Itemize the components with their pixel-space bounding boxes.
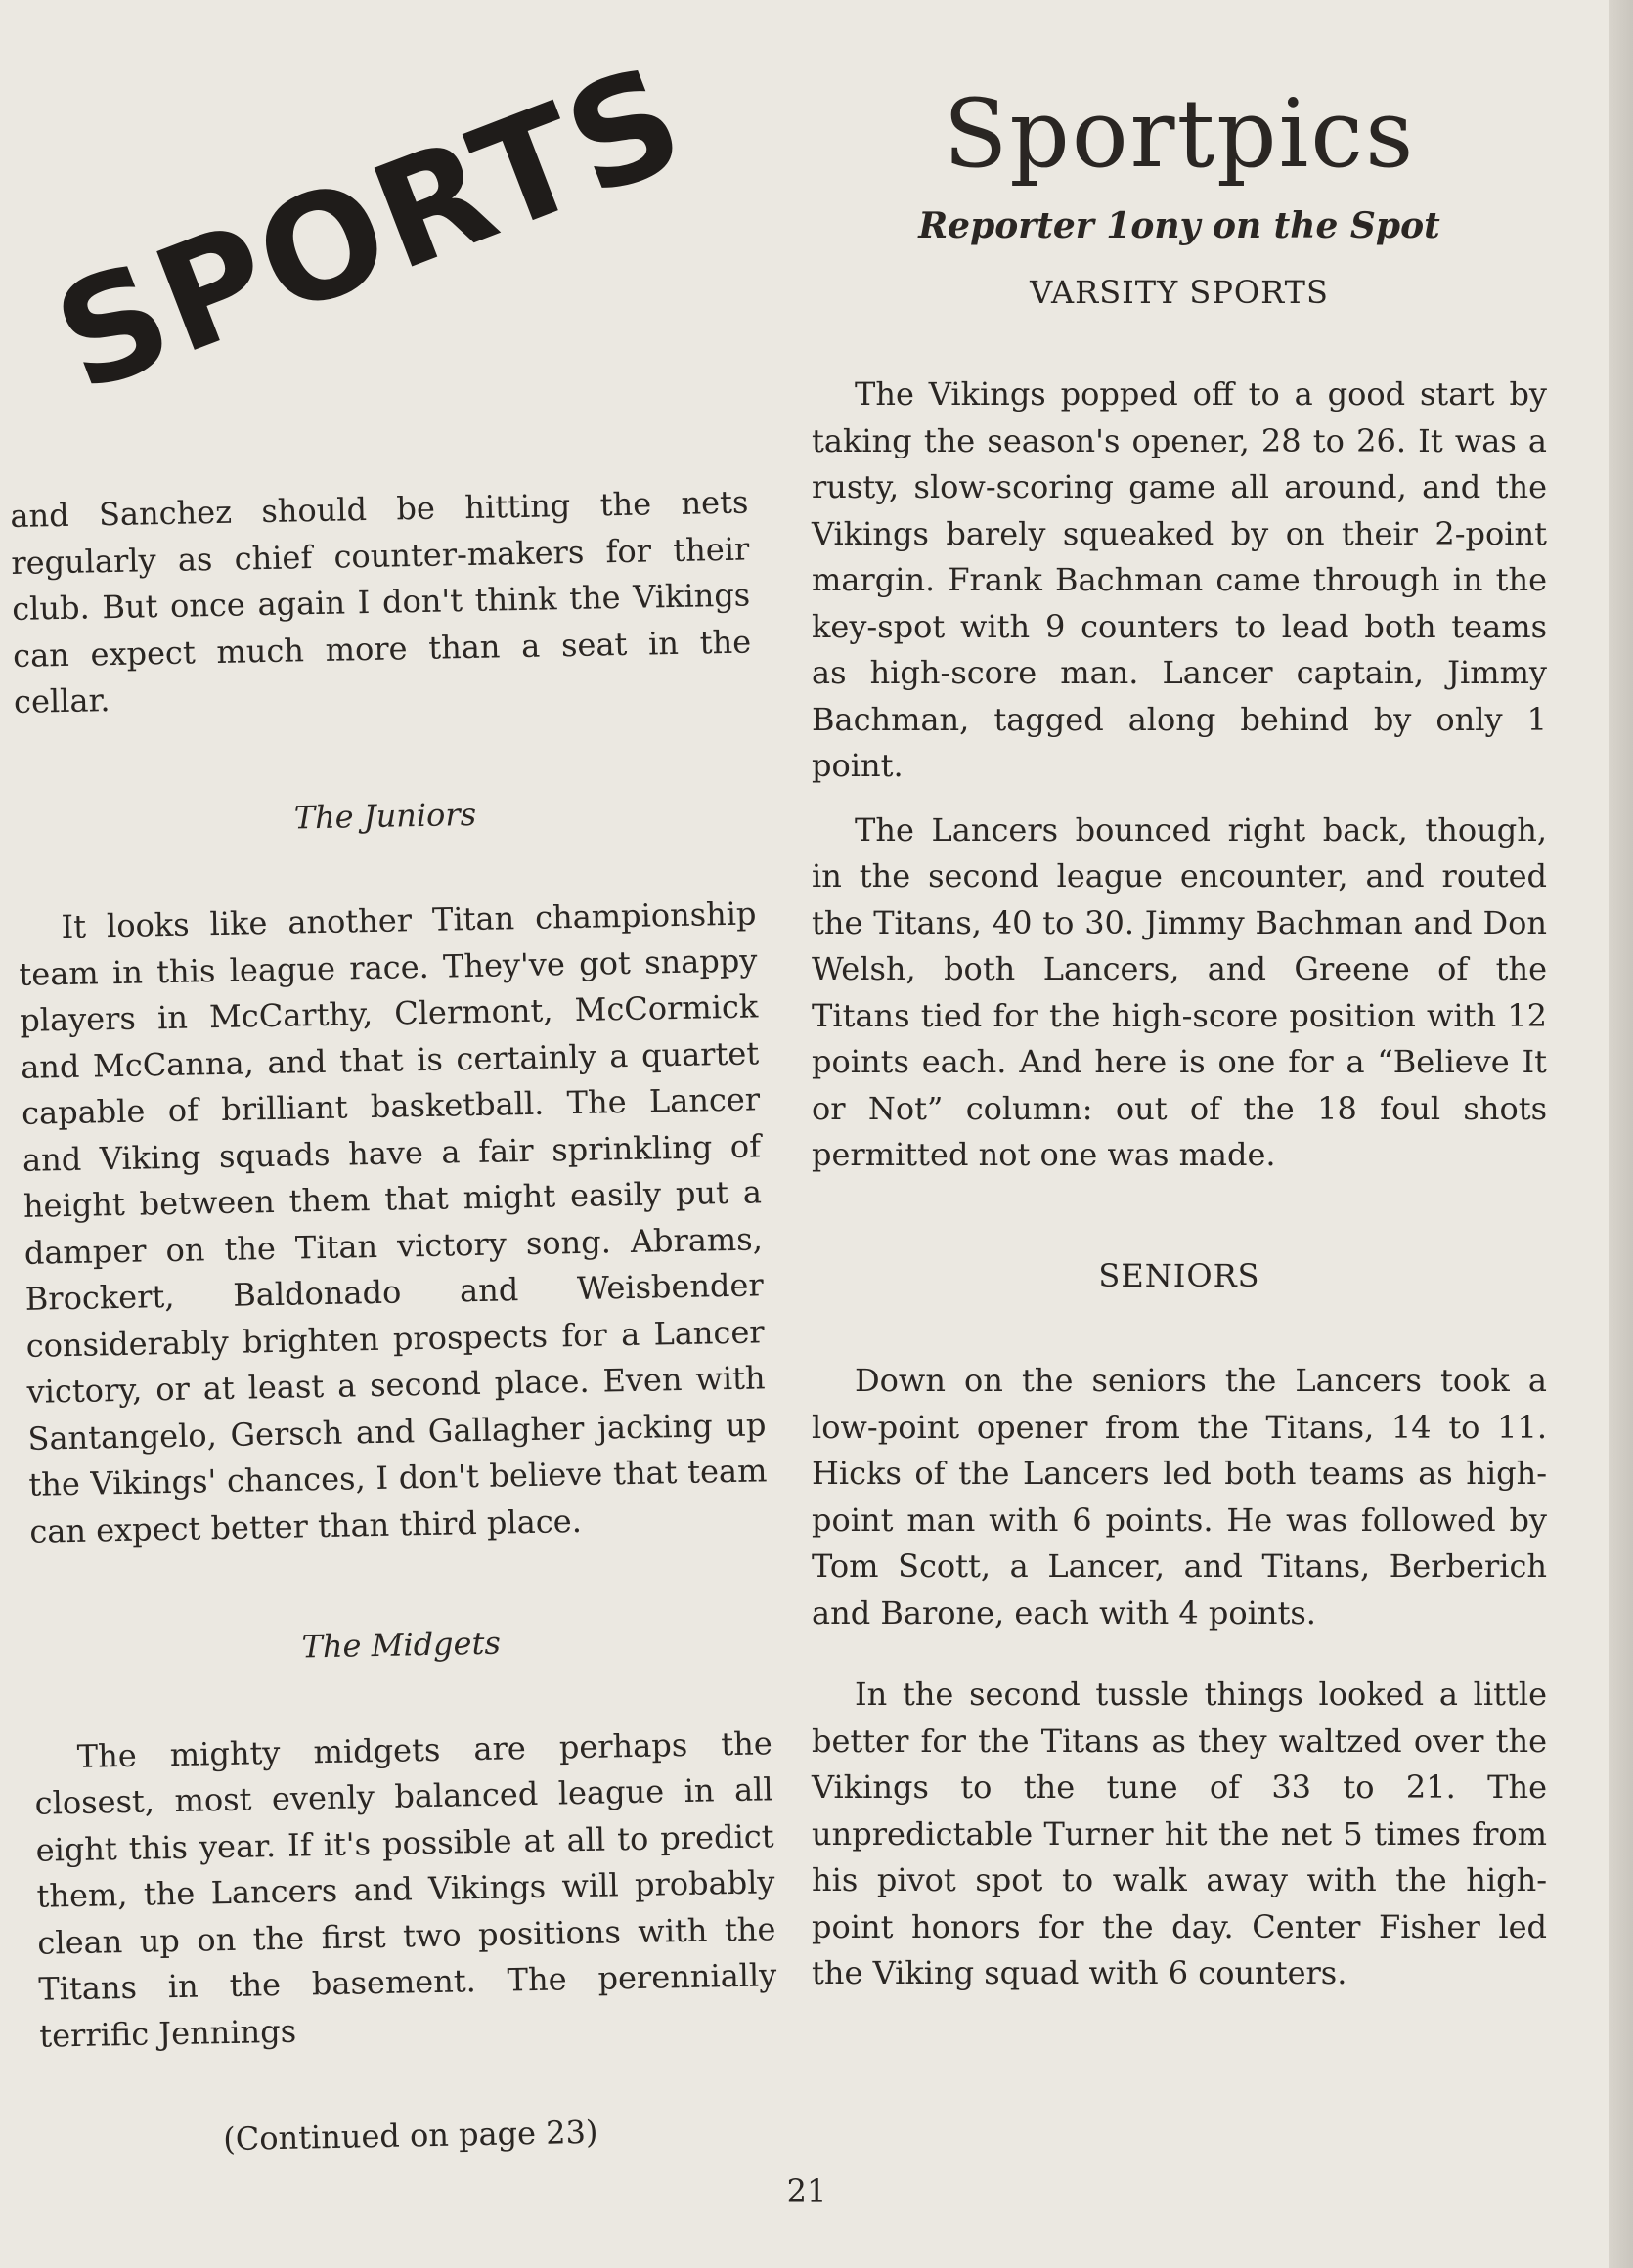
sports-heading: SPORTS: [34, 33, 705, 425]
seniors-paragraph-2: In the second tussle things looked a little better for the Titans as they waltzed over the Vikings to the tune of 33 to 21. The unpredictable Turner hit the net 5 times from his pivot spot to walk away with the high-point honors for the day. Center Fisher led the Viking squad with 6 counters.: [812, 1676, 1547, 1991]
continued-note: (Continued on page 23): [222, 2113, 598, 2159]
seniors-paragraph-1: Down on the seniors the Lancers took a low-point opener from the Titans, 14 to 11. Hicks of the Lancers led both teams as high-point man with 6 points. He was followed by Tom Scott, a Lancer, and Titans, Berberich and Barone, each with 4 points.: [812, 1362, 1547, 1632]
varsity-paragraph-1: The Vikings popped off to a good start by taking the season's opener, 28 to 26. It was a rusty, slow-scoring game all around, and the Vikings barely squeaked by on their 2-point margin. Frank Bachman came through in the key-spot with 9 counters to lead both teams as high-score man. Lancer captain, Jimmy Bachman, tagged along behind by only 1 point.: [812, 375, 1547, 784]
byline: Reporter 1ony on the Spot: [918, 205, 1440, 246]
right-column: [812, 371, 1547, 1997]
seniors-heading: SENIORS: [1098, 1256, 1260, 1294]
left-column: [10, 480, 780, 2167]
midgets-heading: The Midgets: [301, 1624, 502, 1666]
left-opening-paragraph: and Sanchez should be hitting the nets regularly as chief counter-makers for their club. But once again I don't think the Vikings can expect much more than a seat in the cellar.: [10, 483, 752, 720]
juniors-heading: The Juniors: [293, 795, 477, 836]
page-edge: [1609, 0, 1633, 2268]
varsity-sports-heading: VARSITY SPORTS: [1030, 274, 1329, 311]
sportpics-masthead: [812, 80, 1547, 311]
varsity-paragraph-2: The Lancers bounced right back, though, in the second league encounter, and routed the Titans, 40 to 30. Jimmy Bachman and Don Welsh, both Lancers, and Greene of the Titans tied for the high-score position with 12 points each. And here is one for a “Believe It or Not” column: out of the 18 foul shots permitted not one was made.: [812, 810, 1547, 1173]
midgets-paragraph: The mighty midgets are perhaps the closest, most evenly balanced league in all eight this year. If it's possible at all to predict them, the Lancers and Vikings will probably clean up on the first two positions with the Titans in the basement. The perennially terrific Jennings: [34, 1723, 777, 2055]
juniors-paragraph: It looks like another Titan championship team in this league race. They've got snappy players in McCarthy, Clermont, McCormick and McCanna, and that is certainly a quartet capable of brilliant basketball. The Lancer and Viking squads have a fair sprinkling of height between them that might easily put a damper on the Titan victory song. Abrams, Brockert, Baldonado and Weisbender considerably brighten prospects for a Lancer victory, or at least a second place. Even with Santangelo, Gersch and Gallagher jacking up the Vikings' chances, I don't believe that team can expect better than third place.: [19, 894, 768, 1550]
sportpics-title: Sportpics: [943, 79, 1416, 189]
page-number: 21: [786, 2172, 827, 2209]
